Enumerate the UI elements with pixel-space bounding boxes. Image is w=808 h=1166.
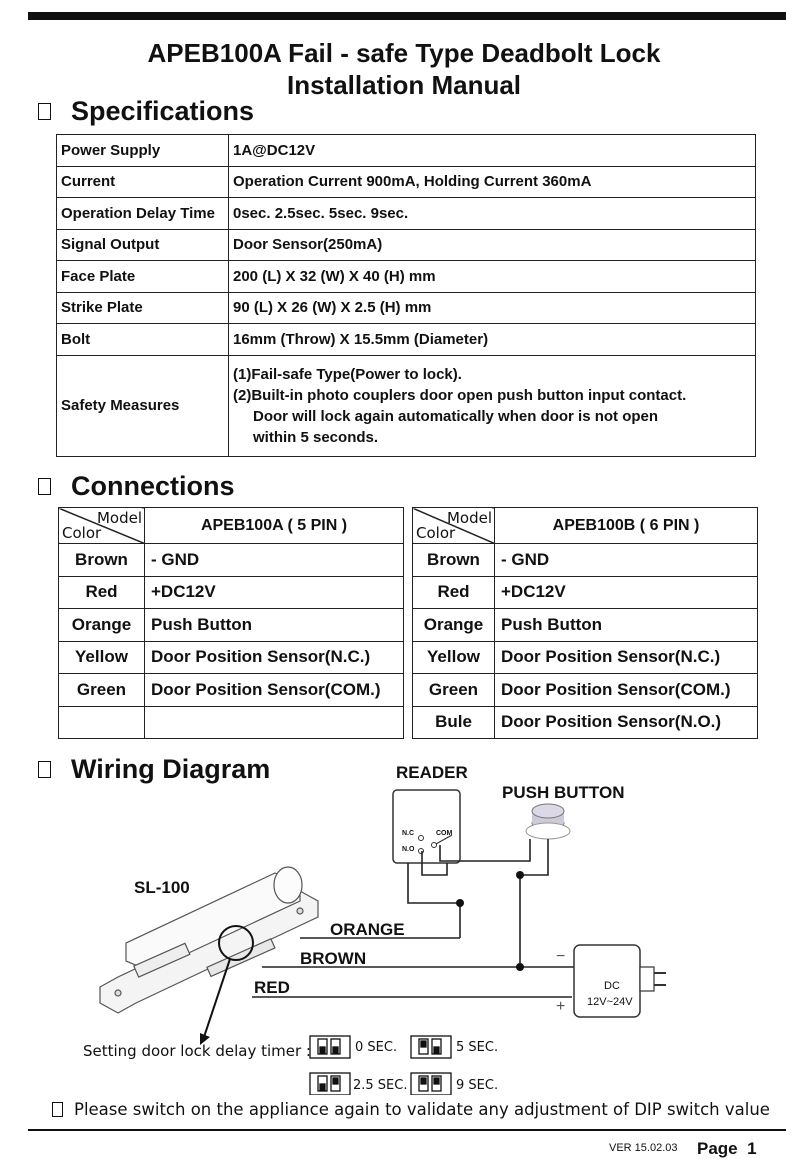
- top-rule: [28, 12, 786, 20]
- dip-icon-2-5sec: [310, 1073, 350, 1095]
- connections-table-b: [412, 507, 758, 739]
- version-label: VER 15.02.03: [609, 1142, 678, 1154]
- safety-line: within 5 seconds.: [253, 428, 379, 446]
- checkbox-icon: [52, 1102, 63, 1117]
- table-row: [413, 544, 758, 577]
- table-row: [57, 292, 756, 324]
- checkbox-icon: [38, 478, 51, 495]
- wire-function: Door Position Sensor(N.C.): [495, 641, 758, 674]
- table-row: [59, 674, 404, 707]
- spec-key: Bolt: [57, 324, 229, 356]
- wire-color: Green: [59, 674, 145, 707]
- orange-wire-label: ORANGE: [330, 920, 405, 939]
- push-button-label: PUSH BUTTON: [502, 783, 625, 802]
- device-label: SL-100: [134, 878, 190, 897]
- wire-function: Door Position Sensor(COM.): [145, 674, 404, 707]
- wire-function: +DC12V: [145, 576, 404, 609]
- section-specifications: [38, 95, 254, 127]
- spec-value: 200 (L) X 32 (W) X 40 (H) mm: [229, 261, 756, 293]
- specifications-table: [56, 134, 756, 457]
- table-row: [59, 544, 404, 577]
- wire-color: Green: [413, 674, 495, 707]
- spec-key: Face Plate: [57, 261, 229, 293]
- section-title: Connections: [71, 470, 235, 501]
- dip-9sec-label: 9 SEC.: [456, 1078, 499, 1093]
- table-row: [57, 261, 756, 293]
- wire-color: Yellow: [413, 641, 495, 674]
- junction-dot: [516, 963, 524, 971]
- page-number: Page 1: [697, 1139, 757, 1158]
- reader-label: READER: [396, 763, 468, 782]
- dip-note: [52, 1100, 770, 1119]
- spec-value: 16mm (Throw) X 15.5mm (Diameter): [229, 324, 756, 356]
- table-row: [413, 641, 758, 674]
- wire-color: [59, 706, 145, 739]
- table-header-row: [59, 508, 404, 544]
- wire-color: Red: [413, 576, 495, 609]
- diagonal-header-cell: [413, 508, 495, 544]
- section-connections: [38, 470, 235, 502]
- wire-color: Brown: [413, 544, 495, 577]
- delay-timer-label: Setting door lock delay timer :: [83, 1042, 311, 1060]
- spec-key: Signal Output: [57, 229, 229, 261]
- dip-icon-5sec: [411, 1036, 451, 1058]
- table-row: [413, 674, 758, 707]
- diagonal-header-cell: [59, 508, 145, 544]
- table-row: [57, 324, 756, 356]
- table-row: [59, 641, 404, 674]
- note-text: Please switch on the appliance again to validate any adjustment of DIP switch value: [74, 1100, 770, 1119]
- model-header: APEB100B ( 6 PIN ): [495, 508, 758, 544]
- spec-value: Operation Current 900mA, Holding Current 360mA: [229, 166, 756, 198]
- spec-value: 90 (L) X 26 (W) X 2.5 (H) mm: [229, 292, 756, 324]
- wire-function: Push Button: [145, 609, 404, 642]
- safety-line: Door will lock again automatically when door is not open: [253, 407, 659, 425]
- wire-color: Bule: [413, 706, 495, 739]
- spec-key: Current: [57, 166, 229, 198]
- table-row: [57, 166, 756, 198]
- wire-color: Orange: [413, 609, 495, 642]
- wire-function: - GND: [495, 544, 758, 577]
- table-row: [57, 135, 756, 167]
- minus-sign: −: [556, 948, 566, 965]
- table-row: [59, 576, 404, 609]
- junction-dot: [456, 899, 464, 907]
- wire-function: Door Position Sensor(COM.): [495, 674, 758, 707]
- table-header-row: [413, 508, 758, 544]
- table-row: [413, 609, 758, 642]
- table-row: [413, 576, 758, 609]
- safety-line: (1)Fail-safe Type(Power to lock).: [233, 365, 462, 383]
- document-subtitle: Installation Manual: [286, 70, 522, 100]
- wire-function: +DC12V: [495, 576, 758, 609]
- wire-function: Door Position Sensor(N.O.): [495, 706, 758, 739]
- dip-icon-0sec: [310, 1036, 350, 1058]
- checkbox-icon: [38, 103, 51, 120]
- plus-sign: +: [556, 998, 566, 1015]
- spec-value: Door Sensor(250mA): [229, 229, 756, 261]
- footer-rule: [28, 1129, 786, 1131]
- com-label: COM: [436, 830, 453, 837]
- wire-function: Push Button: [495, 609, 758, 642]
- document-title: APEB100A Fail - safe Type Deadbolt Lock: [147, 38, 661, 68]
- model-label: Model: [446, 509, 492, 527]
- color-label: Color: [416, 524, 456, 542]
- model-header: APEB100A ( 5 PIN ): [145, 508, 404, 544]
- wire-function: Door Position Sensor(N.C.): [145, 641, 404, 674]
- spec-key: Strike Plate: [57, 292, 229, 324]
- red-wire-label: RED: [254, 978, 290, 997]
- dc-range-label: 12V~24V: [587, 996, 633, 1008]
- dc-label: DC: [604, 980, 620, 992]
- section-title: Wiring Diagram: [71, 753, 271, 784]
- spec-value: 0sec. 2.5sec. 5sec. 9sec.: [229, 198, 756, 230]
- brown-wire-label: BROWN: [300, 949, 367, 968]
- nc-label: N.C: [402, 830, 415, 837]
- model-label: Model: [96, 509, 142, 527]
- junction-dot: [516, 871, 524, 879]
- dip-icon-9sec: [411, 1073, 451, 1095]
- table-row: [59, 609, 404, 642]
- color-label: Color: [62, 524, 102, 542]
- no-label: N.O: [402, 846, 415, 853]
- wire-color: Yellow: [59, 641, 145, 674]
- power-adapter-plug: [640, 967, 654, 991]
- table-row: [59, 706, 404, 739]
- dip-0sec-label: 0 SEC.: [355, 1040, 398, 1055]
- wire-function: [145, 706, 404, 739]
- connections-table-a: [58, 507, 404, 739]
- table-row: [57, 229, 756, 261]
- dip-5sec-label: 5 SEC.: [456, 1040, 499, 1055]
- table-row: [57, 355, 756, 456]
- section-title: Specifications: [71, 95, 255, 126]
- spec-value: 1A@DC12V: [229, 135, 756, 167]
- spec-key: Power Supply: [57, 135, 229, 167]
- safety-line: (2)Built-in photo couplers door open push button input contact.: [233, 386, 687, 404]
- wire-color: Orange: [59, 609, 145, 642]
- spec-value: [229, 355, 756, 456]
- table-row: [57, 198, 756, 230]
- push-button-base: [526, 823, 570, 839]
- wire-function: - GND: [145, 544, 404, 577]
- dip-2-5sec-label: 2.5 SEC.: [353, 1078, 408, 1093]
- push-button-top: [532, 804, 564, 818]
- spec-key: Operation Delay Time: [57, 198, 229, 230]
- wire-color: Brown: [59, 544, 145, 577]
- spec-key: Safety Measures: [57, 355, 229, 456]
- table-row: [413, 706, 758, 739]
- wire-color: Red: [59, 576, 145, 609]
